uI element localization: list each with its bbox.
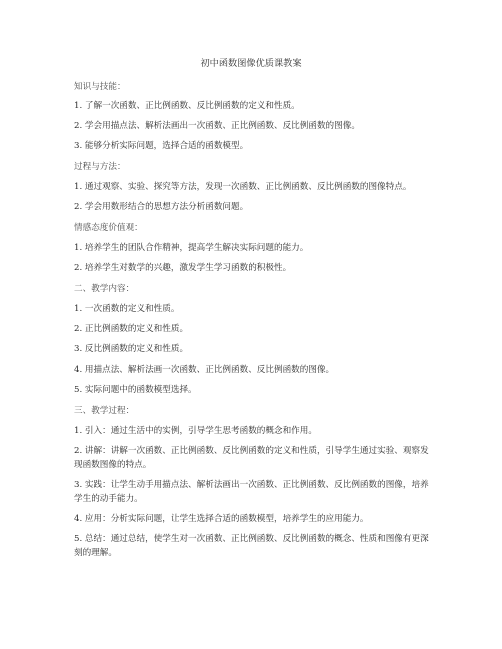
section-heading-content: 二、教学内容： — [74, 284, 135, 294]
paragraph-line: 1. 引入：通过生活中的实例，引导学生思考函数的概念和作用。 — [74, 426, 317, 436]
section-heading-process: 过程与方法： — [74, 162, 126, 172]
paragraph-line: 1. 一次函数的定义和性质。 — [74, 304, 180, 314]
paragraph-line: 3. 能够分析实际问题，选择合适的函数模型。 — [74, 141, 249, 151]
paragraph-line: 3. 实践：让学生动手用描点法、解析法画出一次函数、正比例函数、反比例函数的图像，培养学生的动手能力。 — [74, 480, 429, 504]
paragraph-line: 5. 总结：通过总结，使学生对一次函数、正比例函数、反比例函数的概念、性质和图像有更深刻的理解。 — [74, 534, 429, 558]
paragraph-line: 2. 讲解：讲解一次函数、正比例函数、反比例函数的定义和性质，引导学生通过实验、观察发现函数图像的特点。 — [74, 446, 429, 470]
paragraph-line: 4. 用描点法、解析法画一次函数、正比例函数、反比例函数的图像。 — [74, 365, 335, 375]
paragraph-line: 1. 培养学生的团队合作精神，提高学生解决实际问题的能力。 — [74, 243, 309, 253]
section-heading-process-steps: 三、教学过程： — [74, 406, 135, 416]
paragraph-line: 3. 反比例函数的定义和性质。 — [74, 344, 189, 354]
paragraph-line: 2. 学会用数形结合的思想方法分析函数问题。 — [74, 202, 249, 212]
paragraph-line: 1. 通过观察、实验、探究等方法，发现一次函数、正比例函数、反比例函数的图像特点。 — [74, 182, 412, 192]
section-heading-attitude: 情感态度价值观： — [74, 223, 143, 233]
document-title: 初中函数图像优质课教案 — [200, 58, 302, 69]
paragraph-line: 1. 了解一次函数、正比例函数、反比例函数的定义和性质。 — [74, 101, 300, 111]
paragraph-line: 2. 正比例函数的定义和性质。 — [74, 324, 189, 334]
paragraph-line: 2. 培养学生对数学的兴趣，激发学生学习函数的积极性。 — [74, 263, 292, 273]
paragraph-line: 2. 学会用描点法、解析法画出一次函数、正比例函数、反比例函数的图像。 — [74, 121, 360, 131]
section-heading-knowledge: 知识与技能： — [74, 82, 126, 92]
paragraph-line: 4. 应用：分析实际问题，让学生选择合适的函数模型，培养学生的应用能力。 — [74, 514, 369, 524]
paragraph-line: 5. 实际问题中的函数模型选择。 — [74, 385, 197, 395]
